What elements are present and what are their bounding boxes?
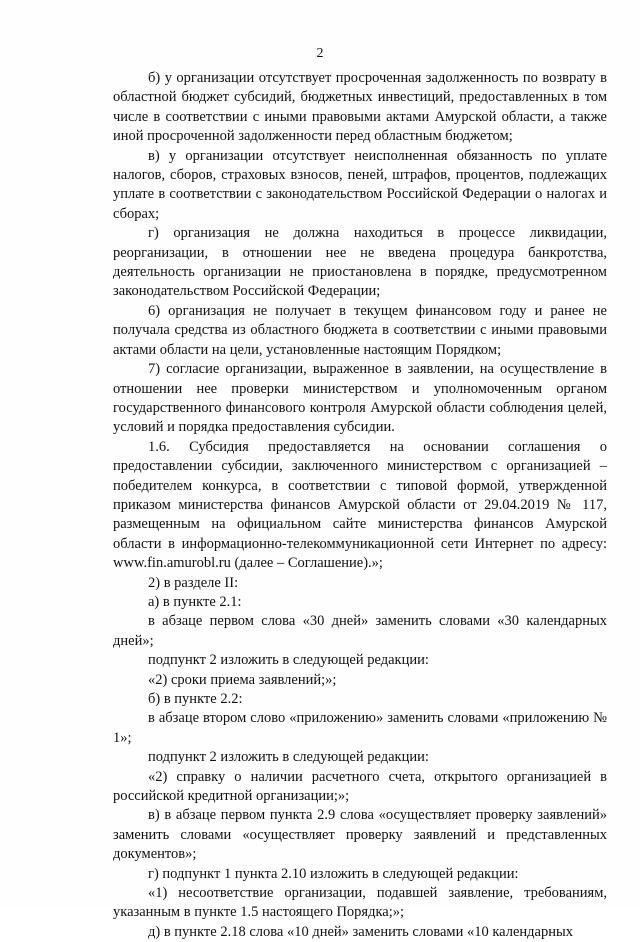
paragraph: «2) справку о наличии расчетного счета, открытого организацией в российской кредитной организации;»; [113, 768, 607, 805]
paragraph: 2) в разделе II: [148, 574, 239, 591]
paragraph: б) в пункте 2.2: [148, 691, 243, 707]
paragraph: в абзаце первом слова «30 дней» заменить словами «30 календарных дней»; [113, 613, 607, 649]
paragraph: 1.6. Субсидия предоставляется на основании соглашения о предоставлении субсидии, заключенного министерством с организацией – победителем конкурса, в соответствии с типовой формой, утвержденной приказом министерства финансов Амурской области от 29.04.2019 № 117, размещенным на официальном сайте министерства финансов Амурской области в информационно-телекоммуникационной сети Интернет по адресу: www.fin.amurobl.ru (далее – Соглашение).»; [113, 438, 607, 572]
paragraph: подпункт 2 изложить в следующей редакции: [148, 749, 429, 766]
paragraph: «1) несоответствие организации, подавшей заявление, требованиям, указанным в пункте 1.5 настоящего Порядка;»; [113, 885, 607, 921]
paragraph: б) у организации отсутствует просроченная задолженность по возврату в областной бюджет субсидий, бюджетных инвестиций, предоставленных в том числе в соответствии с иными правовыми актами Амурской области, а также иной просроченной задолженности перед областным бюджетом; [113, 70, 607, 145]
paragraph: «2) сроки приема заявлений;»; [148, 671, 337, 688]
paragraph: а) в пункте 2.1: [148, 593, 242, 610]
paragraph: в) в абзаце первом пункта 2.9 слова «осуществляет проверку заявлений» заменить словами «осуществляет проверку заявлений и представленных документов»; [113, 807, 607, 863]
document-body [113, 69, 607, 942]
paragraph: 6) организация не получает в текущем финансовом году и ранее не получала средства из областного бюджета в соответствии с иными правовыми актами области на цели, установленные настоящим Порядком; [113, 302, 607, 358]
page-number: 2 [316, 46, 324, 61]
paragraph: г) организация не должна находиться в процессе ликвидации, реорганизации, в отношении нее не введена процедура банкротства, деятельность организации не приостановлена в порядке, предусмотренном законодательством Российской Федерации; [113, 225, 607, 300]
paragraph: в абзаце втором слово «приложению» заменить словами «приложению № 1»; [113, 710, 607, 746]
paragraph: д) в пункте 2.18 слова «10 дней» заменить словами «10 календарных [148, 923, 573, 940]
paragraph: 7) согласие организации, выраженное в заявлении, на осуществление в отношении нее проверки министерством и уполномоченным органом государственного финансового контроля Амурской области соблюдения целей, условий и порядка предоставления субсидии. [113, 361, 607, 436]
paragraph: подпункт 2 изложить в следующей редакции: [148, 652, 429, 669]
paragraph: г) подпункт 1 пункта 2.10 изложить в следующей редакции: [148, 865, 519, 882]
paragraph: в) у организации отсутствует неисполненная обязанность по уплате налогов, сборов, страховых взносов, пеней, штрафов, процентов, подлежащих уплате в соответствии с законодательством Российской Федерации о налогах и сборах; [113, 147, 607, 222]
